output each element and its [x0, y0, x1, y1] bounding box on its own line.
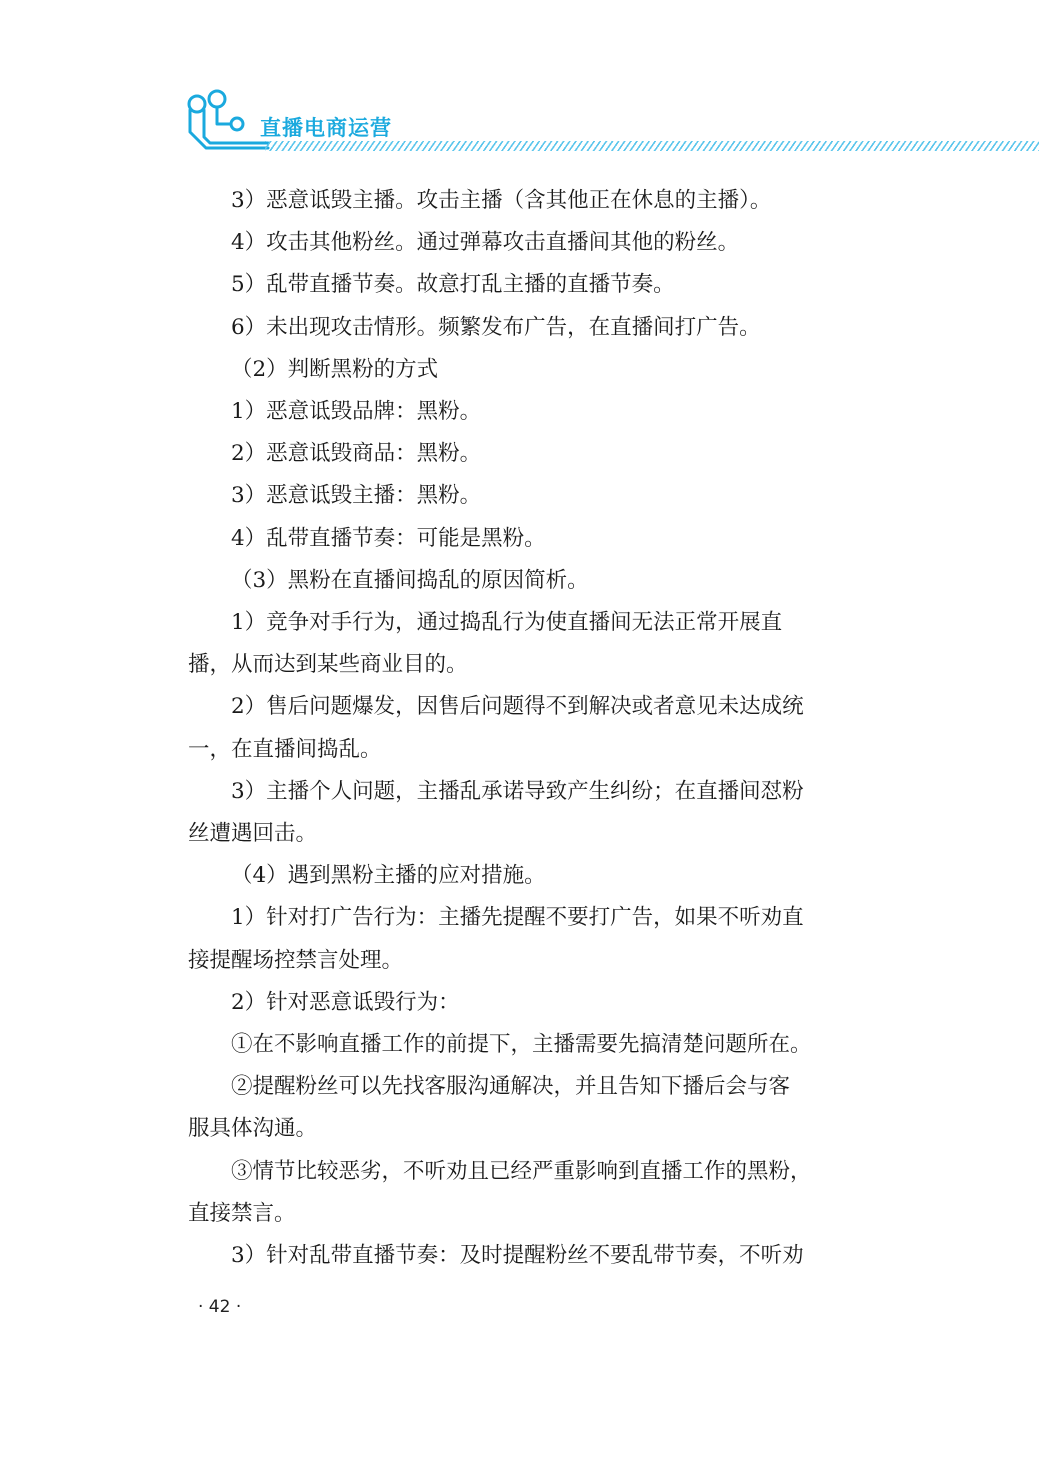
section-heading: （2）判断黑粉的方式 — [231, 356, 439, 382]
paragraph-line: ②提醒粉丝可以先找客服沟通解决，并且告知下播后会与客 — [231, 1074, 791, 1100]
paragraph-line: 2）恶意诋毁商品：黑粉。 — [231, 441, 482, 467]
page-header — [180, 85, 1039, 160]
paragraph-line: 6）未出现攻击情形。频繁发布广告，在直播间打广告。 — [231, 314, 761, 340]
paragraph-line: 1）恶意诋毁品牌：黑粉。 — [231, 399, 482, 425]
body-text — [188, 180, 855, 1277]
section-heading: （3）黑粉在直播间捣乱的原因简析。 — [231, 567, 589, 593]
paragraph-line: 丝遭遇回击。 — [188, 821, 318, 847]
paragraph-line: 2）针对恶意诋毁行为： — [231, 989, 460, 1015]
paragraph-line: 接提醒场控禁言处理。 — [188, 947, 404, 973]
paragraph-line: 2）售后问题爆发，因售后问题得不到解决或者意见未达成统 — [231, 694, 804, 720]
paragraph-line: ③情节比较恶劣，不听劝且已经严重影响到直播工作的黑粉， — [231, 1158, 812, 1184]
paragraph-line: 1）竞争对手行为，通过捣乱行为使直播间无法正常开展直 — [231, 610, 783, 636]
paragraph-line: ①在不影响直播工作的前提下，主播需要先搞清楚问题所在。 — [231, 1032, 812, 1058]
page-number: · 42 · — [198, 1297, 242, 1317]
paragraph-line: 服具体沟通。 — [188, 1116, 318, 1142]
header-hatch-divider — [265, 141, 1039, 151]
paragraph-line: 4）乱带直播节奏：可能是黑粉。 — [231, 525, 546, 551]
paragraph-line: 5）乱带直播节奏。故意打乱主播的直播节奏。 — [231, 272, 675, 298]
paragraph-line: 4）攻击其他粉丝。通过弹幕攻击直播间其他的粉丝。 — [231, 230, 740, 256]
section-heading: （4）遇到黑粉主播的应对措施。 — [231, 863, 546, 889]
paragraph-line: 一，在直播间捣乱。 — [188, 736, 382, 762]
paragraph-line: 直接禁言。 — [188, 1200, 296, 1226]
circuit-logo-icon — [180, 85, 270, 160]
paragraph-line: 3）针对乱带直播节奏：及时提醒粉丝不要乱带节奏，不听劝 — [231, 1243, 804, 1269]
paragraph-line: 播，从而达到某些商业目的。 — [188, 652, 468, 678]
paragraph-line: 3）恶意诋毁主播。攻击主播（含其他正在休息的主播）。 — [231, 188, 772, 213]
paragraph-line: 3）恶意诋毁主播：黑粉。 — [231, 483, 482, 509]
paragraph-line: 3）主播个人问题，主播乱承诺导致产生纠纷；在直播间怼粉 — [231, 778, 804, 804]
book-title: 直播电商运营 — [260, 116, 392, 140]
paragraph-line: 1）针对打广告行为：主播先提醒不要打广告，如果不听劝直 — [231, 905, 804, 931]
